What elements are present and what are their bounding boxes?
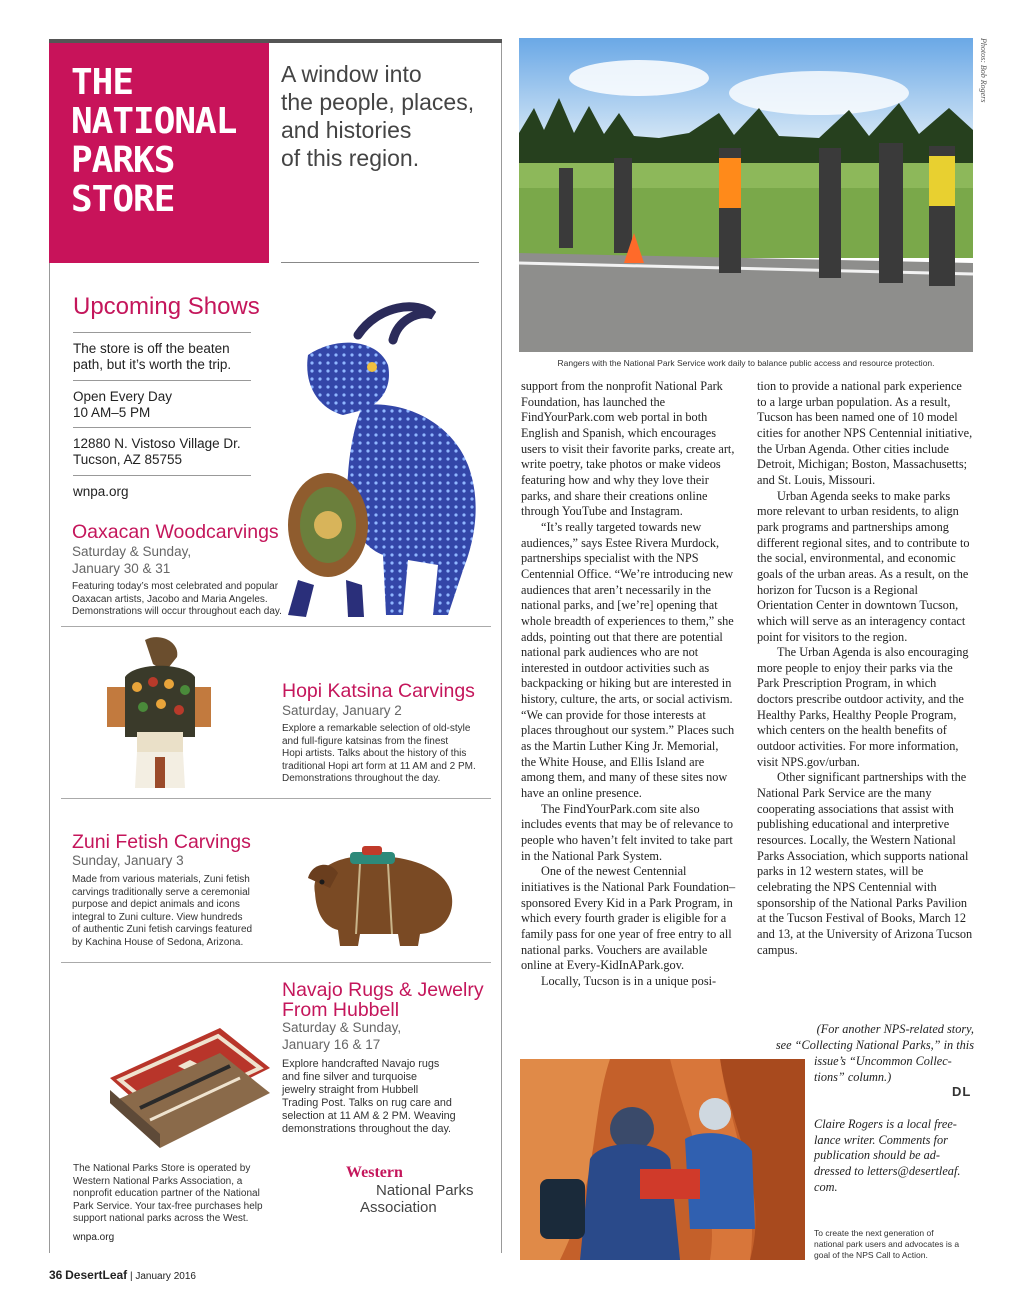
photo-credit: Photos: Bob Rogers [979, 38, 988, 103]
show-title-hopi: Hopi Katsina Carvings [282, 680, 475, 702]
left-border [49, 263, 50, 1253]
article-paragraph: support from the nonprofit National Park Foundation, has launched the FindYourPark.com web portal in both English and Spanish, which encourages users to visit their favorite parks, create art, write poetry, take photos or make videos featuring how and why they love their parks, and share their creations online through YouTube and Instagram. [521, 379, 735, 519]
hopi-katsina-carving-image [105, 632, 215, 792]
show-date-zuni: Sunday, January 3 [72, 853, 184, 868]
article-paragraph: The Urban Agenda is also encouraging more people to enjoy their parks via the Park Prescription Program, in which doctors prescribe outdoor activity, and the Healthy Parks, Healthy People Program, which centers on the health benefits of outdoor activities. For more information, visit NPS.gov/urban. [757, 645, 969, 769]
signoff-mark: DL [952, 1084, 972, 1099]
show-date-hopi: Saturday, January 2 [282, 703, 402, 718]
related-story-note-tail: issue’s “Uncommon Collec- tions” column.) [814, 1054, 952, 1084]
logo-text: THE NATIONAL PARKS STORE [71, 62, 237, 220]
rangers-photo-caption: Rangers with the National Park Service work daily to balance public access and resource protection. [557, 358, 935, 368]
article-paragraph: Locally, Tucson is in a unique posi- [541, 973, 717, 988]
show-desc-zuni: Made from various materials, Zuni fetish carvings traditionally serve a ceremonial purpose and depict animals and icons integral to Zuni culture. View hundreds of authentic Zuni fetish carvings featured by Kachina House of Sedona, Arizona. [72, 874, 253, 948]
right-border [501, 43, 502, 1253]
info-rule [73, 475, 251, 476]
show-desc-navajo: Explore handcrafted Navajo rugs and fine silver and turquoise jewelry straight from Hubbell Trading Post. Talks on rug care and selection at 11 AM & 2 PM. Weaving demonstrations throughout the day. [282, 1058, 456, 1135]
article-paragraph: One of the newest Centennial initiatives is the National Park Foundation–sponsored Every Kid in a Park Program, in which every fourth grader is eligible for a family pass for one year of free entry to all national parks. Vouchers are available online at Every-KidInAPark.gov. [521, 864, 736, 973]
store-operator-note: The National Parks Store is operated by Western National Parks Association, a nonprofit education partner of the National Park Service. Your tax-free purchases help support national parks across the West. [73, 1163, 263, 1224]
canyon-photo-caption: To create the next generation of national park users and advocates is a goal of the NPS Call to Action. [814, 1228, 960, 1260]
wnpa-logo: Western National Parks Association [346, 1164, 474, 1216]
article-column-1 [521, 379, 736, 990]
section-rule [61, 798, 491, 799]
national-parks-store-logo [49, 43, 269, 263]
tagline: A window into the people, places, and histories of this region. [281, 61, 475, 171]
navajo-rug-image [100, 1008, 280, 1153]
related-story-note: (For another NPS-related story, see “Collecting National Parks,” in this [775, 1022, 974, 1052]
show-date-oaxacan: Saturday & Sunday, January 30 & 31 [72, 544, 192, 576]
store-intro: The store is off the beaten path, but it’s worth the trip. [73, 341, 232, 372]
show-title-zuni: Zuni Fetish Carvings [72, 831, 251, 853]
issue-date: January 2016 [135, 1271, 196, 1282]
article-paragraph: “It’s really targeted towards new audiences,” says Estee Rivera Murdock, partnerships specialist with the NPS Centennial Office. “We’re introducing new audiences that aren’t necessarily in the national parks, and [we’re] opening that whole breadth of experiences to them,” she adds, pointing out that there are potential national park audiences who are not interested in outdoor activities such as backpacking or hiking but are interested in history, culture, the arts, or social activism. “We can provide for those interests at places throughout our system.” Places such as the Martin Luther King Jr. Memorial, the White House, and Ellis Island are among them, and many of these sites now have an online presence. [521, 519, 735, 801]
show-desc-hopi: Explore a remarkable selection of old-style and full-figure katsinas from the finest Hopi artists. Talks about the history of this traditional Hopi art form at 11 AM and 2 PM. Demonstrations throughout the day. [282, 723, 476, 784]
zuni-fetish-bear-image [300, 838, 460, 948]
magazine-name: DesertLeaf [65, 1268, 128, 1282]
article-paragraph: Urban Agenda seeks to make parks more relevant to urban residents, to align park programs and partnerships among different regional sites, and to contribute to the social, environmental, and economic goals of the urban areas. As a result, on the horizon for Tucson is a Regional Orientation Center in downtown Tucson, which will serve as an interagency contact point for visitors to the region. [757, 488, 970, 644]
folio-separator: | [129, 1271, 133, 1282]
section-rule [61, 626, 491, 627]
footer-website-link[interactable]: wnpa.org [73, 1232, 115, 1243]
tagline-rule [281, 262, 479, 263]
store-website[interactable]: wnpa.org [73, 484, 129, 499]
show-title-navajo: Navajo Rugs & Jewelry From Hubbell [282, 979, 484, 1021]
page-number: 36 [49, 1268, 63, 1282]
show-desc-oaxacan: Featuring today’s most celebrated and popular Oaxacan artists, Jacobo and Maria Angeles. Demonstrations will occur throughout each day. [72, 581, 282, 617]
rangers-photo [519, 38, 973, 352]
info-rule [73, 332, 251, 333]
upcoming-shows-title: Upcoming Shows [73, 293, 260, 320]
canyon-hikers-photo [520, 1059, 805, 1260]
show-title-oaxacan: Oaxacan Woodcarvings [72, 521, 279, 543]
section-rule [61, 962, 491, 963]
store-address: 12880 N. Vistoso Village Dr. Tucson, AZ 85755 [73, 436, 241, 467]
article-column-2 [757, 379, 974, 958]
info-rule [73, 380, 251, 381]
store-hours: Open Every Day 10 AM–5 PM [73, 389, 173, 420]
page-folio [49, 1268, 196, 1282]
oaxacan-goat-carving-image [268, 295, 500, 631]
article-paragraph: The FindYourPark.com site also includes events that may be of relevance to people who haven’t felt invited to take part in the National Park System. [521, 801, 734, 863]
author-bio: Claire Rogers is a local free- lance writer. Comments for publication should be ad- dressed to letters@desertleaf. com. [814, 1117, 961, 1194]
article-paragraph: tion to provide a national park experience to a large urban population. As a result, Tucson has been named one of 10 model cities for another NPS Centennial initiative, the Urban Agenda. Other cities include Detroit, Michigan; Boston, Massachusetts; and St. Louis, Missouri. [757, 379, 973, 487]
article-paragraph: Other significant partnerships with the National Park Service are the many cooperating associations that assist with publishing educational and interpretive resources. Locally, the Western National Parks Association, which supports national parks in 12 western states, will be celebrating the NPS Centennial with sponsorship of the National Parks Pavilion at the Tucson Festival of Books, March 12 and 13, at the University of Arizona Tucson campus. [757, 770, 973, 957]
info-rule [73, 427, 251, 428]
show-date-navajo: Saturday & Sunday, January 16 & 17 [282, 1020, 402, 1052]
